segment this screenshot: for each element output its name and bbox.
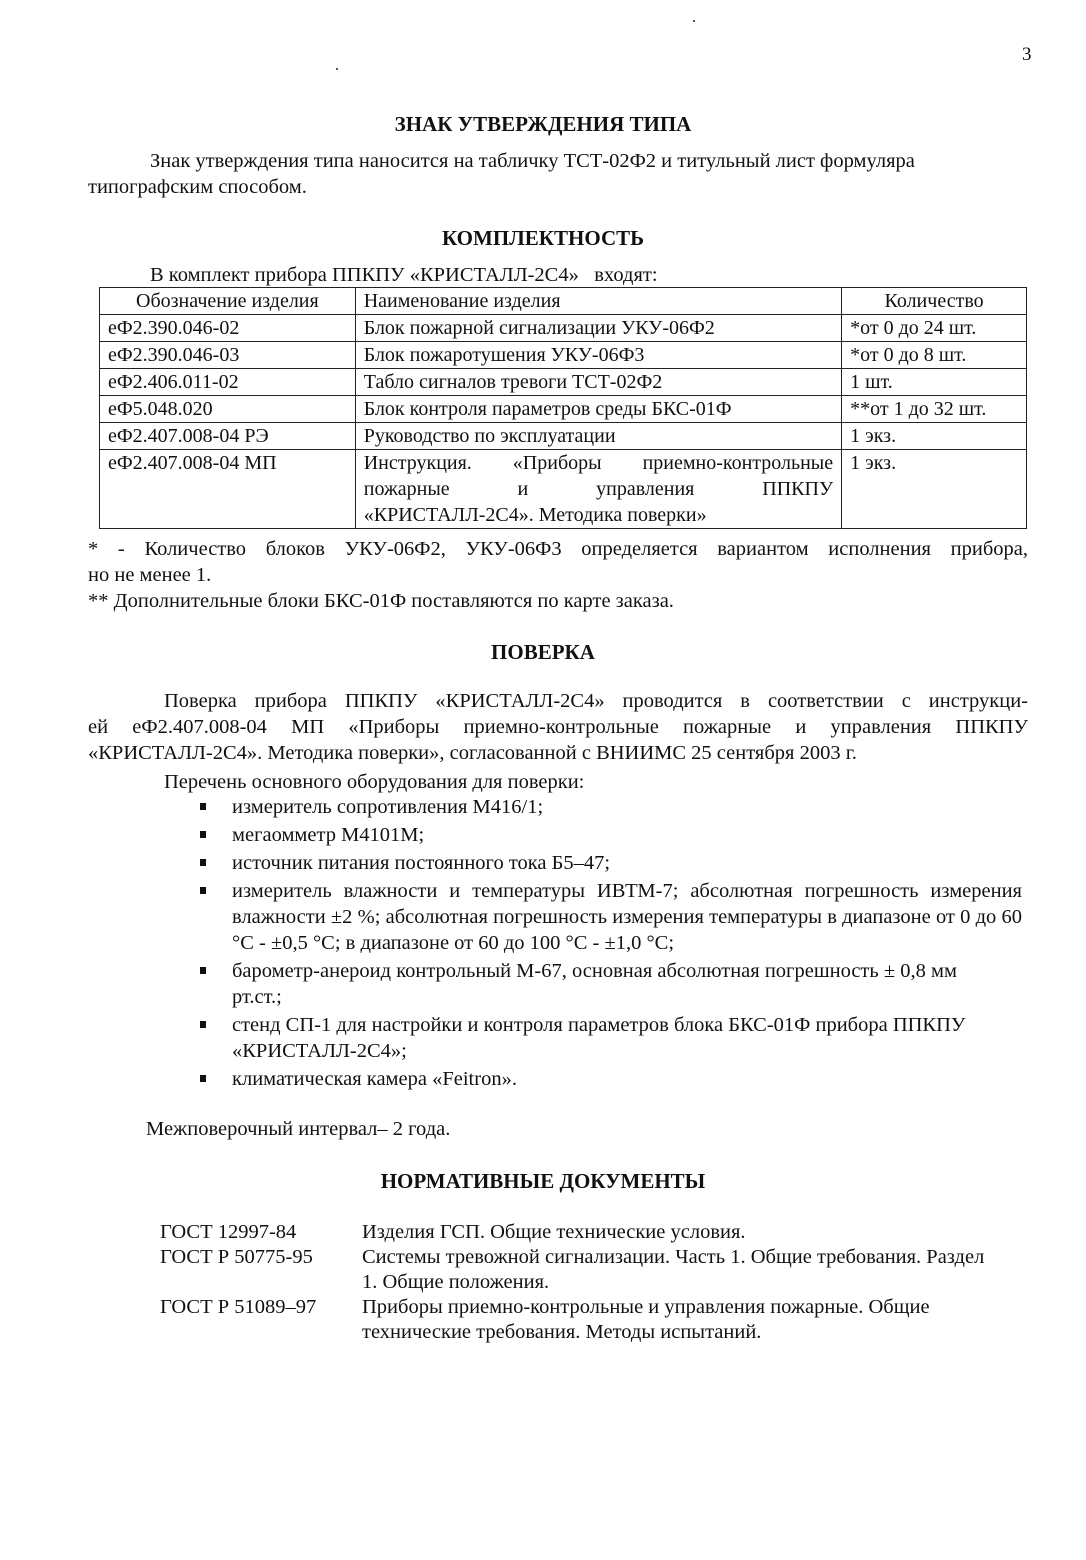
bullet-icon bbox=[200, 1021, 206, 1028]
cell-qty: **от 1 до 32 шт. bbox=[842, 396, 1027, 423]
cell-name: Руководство по эксплуатации bbox=[355, 423, 841, 450]
table-row bbox=[100, 369, 1027, 396]
scan-speck bbox=[693, 20, 695, 22]
cell-qty: 1 шт. bbox=[842, 369, 1027, 396]
bullet-icon bbox=[200, 831, 206, 838]
section-title-type-approval: ЗНАК УТВЕРЖДЕНИЯ ТИПА bbox=[394, 112, 692, 136]
bullet-icon bbox=[200, 803, 206, 810]
cell-name: Блок пожаротушения УКУ-06Ф3 bbox=[355, 342, 841, 369]
header-code: Обозначение изделия bbox=[100, 288, 356, 315]
verification-paragraph: Поверка прибора ППКПУ «КРИСТАЛЛ-2С4» проводится в соответствии с инструкци- ей еФ2.407.008-04 МП «Приборы приемно-контрольные пожарные и управления ППКПУ «КРИСТАЛЛ-2С4». Методика поверки», согласованной с ВНИИМС 25 сентября 2003 г. bbox=[88, 690, 1028, 764]
table-row bbox=[100, 342, 1027, 369]
table-row bbox=[100, 315, 1027, 342]
section-title-normative: НОРМАТИВНЫЕ ДОКУМЕНТЫ bbox=[380, 1169, 706, 1193]
page-number: 3 bbox=[1022, 44, 1032, 65]
list-item: стенд СП-1 для настройки и контроля параметров блока БКС-01Ф прибора ППКПУ «КРИСТАЛЛ-2С4»; bbox=[196, 1012, 992, 1064]
completeness-intro: В комплект прибора ППКПУ «КРИСТАЛЛ-2С4» входят: bbox=[150, 264, 658, 286]
list-item bbox=[160, 1245, 1032, 1295]
doc-code: ГОСТ Р 50775-95 bbox=[160, 1246, 313, 1268]
scan-speck bbox=[336, 68, 338, 70]
bullet-icon bbox=[200, 967, 206, 974]
cell-qty: *от 0 до 8 шт. bbox=[842, 342, 1027, 369]
cell-name bbox=[355, 450, 841, 529]
cell-code: еФ2.407.008-04 МП bbox=[100, 450, 356, 529]
cell-code: еФ2.390.046-02 bbox=[100, 315, 356, 342]
section-title-verification: ПОВЕРКА bbox=[491, 640, 595, 664]
cell-code: еФ2.406.011-02 bbox=[100, 369, 356, 396]
cell-name-line: Инструкция. «Приборы приемно-контрольные bbox=[363, 452, 834, 474]
doc-title: Изделия ГСП. Общие технические условия. bbox=[362, 1221, 746, 1243]
doc-code: ГОСТ 12997-84 bbox=[160, 1221, 297, 1243]
list-item bbox=[160, 1220, 1032, 1245]
cell-qty: 1 экз. bbox=[842, 423, 1027, 450]
doc-title: Системы тревожной сигнализации. Часть 1. Общие требования. Раздел 1. Общие положения. bbox=[362, 1246, 985, 1293]
normative-docs-list bbox=[160, 1220, 1032, 1345]
bullet-icon bbox=[200, 1075, 206, 1082]
table-row bbox=[100, 423, 1027, 450]
list-item: барометр-анероид контрольный М-67, основная абсолютная погрешность ± 0,8 мм рт.ст.; bbox=[196, 958, 972, 1010]
verification-interval: Межповерочный интервал– 2 года. bbox=[146, 1118, 451, 1140]
section-title-completeness: КОМПЛЕКТНОСТЬ bbox=[441, 226, 645, 250]
table-row bbox=[100, 396, 1027, 423]
equipment-list bbox=[196, 794, 1026, 1094]
list-item: измеритель влажности и температуры ИВТМ-7; абсолютная погрешность измерения влажности ±2 %; абсолютная погрешность измерения температуры в диапазоне от 0 до 60 °С - ±0,5 °С; в диапазоне от 60 до 100 °С - ±1,0 °С; bbox=[196, 878, 1022, 956]
cell-name: Блок контроля параметров среды БКС-01Ф bbox=[355, 396, 841, 423]
cell-code: еФ5.048.020 bbox=[100, 396, 356, 423]
cell-code: еФ2.407.008-04 РЭ bbox=[100, 423, 356, 450]
header-qty: Количество bbox=[842, 288, 1027, 315]
cell-name: Блок пожарной сигнализации УКУ-06Ф2 bbox=[355, 315, 841, 342]
cell-name-line: «КРИСТАЛЛ-2С4». Методика поверки» bbox=[363, 504, 707, 526]
list-item: источник питания постоянного тока Б5–47; bbox=[196, 850, 1026, 876]
bullet-icon bbox=[200, 887, 206, 894]
doc-code: ГОСТ Р 51089–97 bbox=[160, 1296, 317, 1318]
list-item bbox=[160, 1295, 1032, 1345]
cell-qty: 1 экз. bbox=[842, 450, 1027, 529]
footnote-1: * - Количество блоков УКУ-06Ф2, УКУ-06Ф3 определяется вариантом исполнения прибора, но не менее 1. bbox=[88, 538, 1028, 586]
table-row bbox=[100, 450, 1027, 529]
footnote-2: ** Дополнительные блоки БКС-01Ф поставляются по карте заказа. bbox=[88, 590, 674, 612]
doc-title: Приборы приемно-контрольные и управления пожарные. Общие технические требования. Методы испытаний. bbox=[362, 1296, 930, 1343]
header-name: Наименование изделия bbox=[355, 288, 841, 315]
completeness-table bbox=[99, 287, 1027, 529]
cell-qty: *от 0 до 24 шт. bbox=[842, 315, 1027, 342]
list-item: климатическая камера «Feitron». bbox=[196, 1066, 1026, 1092]
list-item: измеритель сопротивления М416/1; bbox=[196, 794, 1026, 820]
table-header-row bbox=[100, 288, 1027, 315]
bullet-icon bbox=[200, 859, 206, 866]
cell-code: еФ2.390.046-03 bbox=[100, 342, 356, 369]
cell-name: Табло сигналов тревоги ТСТ-02Ф2 bbox=[355, 369, 841, 396]
cell-name-line: пожарные и управления ППКПУ bbox=[363, 478, 834, 500]
list-item: мегаомметр М4101М; bbox=[196, 822, 1026, 848]
equipment-intro: Перечень основного оборудования для поверки: bbox=[164, 771, 585, 793]
type-approval-paragraph: Знак утверждения типа наносится на табличку ТСТ-02Ф2 и титульный лист формуляра типографским способом. bbox=[88, 150, 915, 198]
